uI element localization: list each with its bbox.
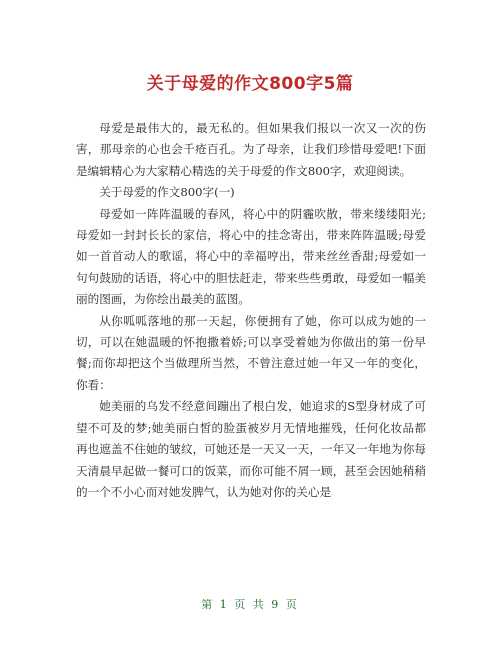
paragraph: 母爱如一阵阵温暖的春风，将心中的阴霾吹散，带来缕缕阳光;母爱如一封封长长的家信，将心中的挂念寄出，带来阵阵温暖;母爱如一首首动人的歌谣，将心中的幸福哼出，带来丝丝香甜;母爱如一句句鼓励的话语，将心中的胆怯赶走，带来些些勇敢，母爱如一幅美丽的图画，为你绘出最美的蓝图。 bbox=[76, 206, 426, 307]
page-number-footer: 第 1 页 共 9 页 bbox=[201, 598, 299, 611]
paragraph-intro: 母爱是最伟大的，最无私的。但如果我们报以一次又一次的伤害，那母亲的心也会千疮百孔。为了母亲，让我们珍惜母爱吧!下面是编辑精心为大家精心精选的关于母爱的作文800字，欢迎阅读。 bbox=[76, 121, 426, 178]
paragraph: 她美丽的乌发不经意间蹦出了根白发，她追求的S型身材成了可望不可及的梦;她美丽白皙的脸蛋被岁月无情地摧残，任何化妆品都再也遮盖不住她的皱纹，可她还是一天又一天，一年又一年地为你每天清晨早起做一餐可口的饭菜，而你可能不屑一顾，甚至会因她稍稍的一个不小心而对她发脾气，认为她对你的关心是 bbox=[76, 399, 426, 499]
document-body bbox=[76, 118, 426, 503]
document-title: 关于母爱的作文800字5篇 bbox=[146, 74, 354, 95]
paragraph: 从你呱呱落地的那一天起，你便拥有了她，你可以成为她的一切，可以在她温暖的怀抱撒着娇;可以享受着她为你做出的第一份早餐;而你却把这个当做理所当然，不曾注意过她一年又一年的变化，你看： bbox=[76, 313, 426, 392]
section-heading: 关于母爱的作文800字(一) bbox=[99, 185, 235, 200]
